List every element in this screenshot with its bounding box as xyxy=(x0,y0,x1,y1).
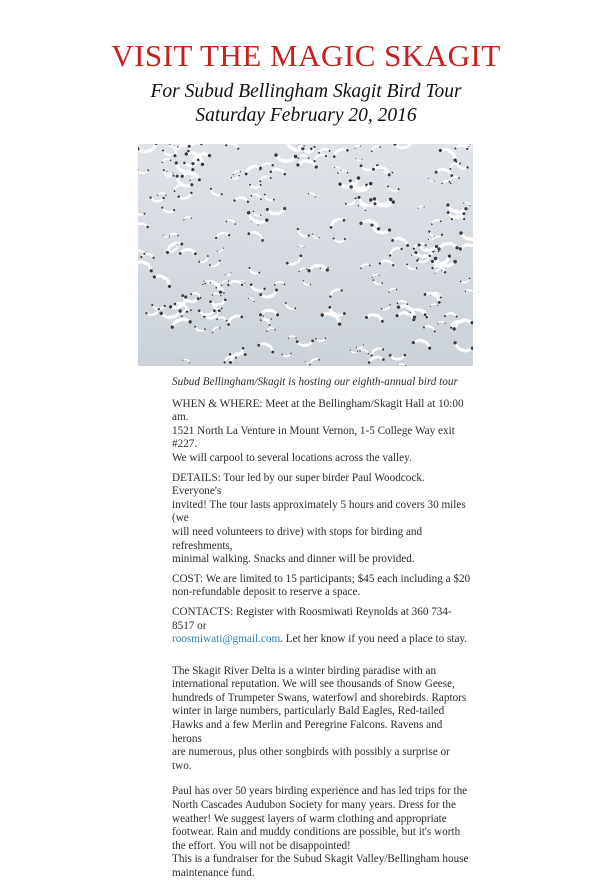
goose-silhouette xyxy=(269,167,287,176)
goose-silhouette xyxy=(359,348,370,355)
goose-silhouette xyxy=(349,349,358,353)
paul-line-2: North Cascades Audubon Society for many years. Dress for the xyxy=(172,799,472,813)
details-line-2: invited! The tour lasts approximately 5 hours and covers 30 miles (we xyxy=(172,499,472,526)
goose-silhouette xyxy=(138,208,146,217)
goose-silhouette xyxy=(252,210,262,218)
goose-silhouette xyxy=(301,280,311,288)
paul-paragraph xyxy=(172,785,472,880)
goose-silhouette xyxy=(463,201,472,206)
cost-line-1: COST: We are limited to 15 participants; $45 each including a $20 xyxy=(172,573,472,587)
paul-line-4: footwear. Rain and muddy conditions are possible, but it's worth xyxy=(172,826,472,840)
goose-silhouette xyxy=(152,271,174,289)
goose-silhouette xyxy=(423,324,437,333)
goose-silhouette xyxy=(369,345,385,357)
goose-silhouette xyxy=(417,243,438,252)
goose-silhouette xyxy=(371,163,392,176)
goose-silhouette xyxy=(298,266,308,272)
goose-silhouette xyxy=(393,144,413,150)
goose-silhouette xyxy=(283,302,296,312)
goose-silhouette xyxy=(281,353,291,358)
goose-silhouette xyxy=(327,286,343,298)
cost-section xyxy=(172,573,472,600)
goose-silhouette xyxy=(359,262,371,269)
goose-silhouette xyxy=(225,312,244,327)
goose-silhouette xyxy=(161,157,172,163)
goose-silhouette xyxy=(232,169,242,175)
paul-line-1: Paul has over 50 years birding experience and has led trips for the xyxy=(172,785,472,799)
goose-silhouette xyxy=(138,169,149,174)
goose-silhouette xyxy=(307,264,329,273)
goose-silhouette xyxy=(190,291,203,299)
goose-silhouette xyxy=(177,191,194,201)
paul-line-7: maintenance fund. xyxy=(172,867,472,881)
goose-silhouette xyxy=(182,358,191,364)
goose-silhouette xyxy=(365,312,385,323)
intro-line: Subud Bellingham/Skagit is hosting our eighth-annual bird tour xyxy=(172,376,472,390)
goose-silhouette xyxy=(331,145,349,158)
goose-silhouette xyxy=(259,309,279,316)
goose-silhouette xyxy=(138,222,149,229)
goose-silhouette xyxy=(397,300,409,305)
paul-line-3: weather! We suggest layers of warm clothing and appropriate xyxy=(172,813,472,827)
goose-silhouette xyxy=(245,210,270,226)
goose-silhouette xyxy=(138,258,155,273)
contacts-line-1: CONTACTS: Register with Roosmiwati Reynolds at 360 734-8517 or xyxy=(172,606,472,633)
goose-silhouette xyxy=(430,218,442,225)
goose-silhouette xyxy=(249,184,262,189)
goose-silhouette xyxy=(274,281,286,286)
goose-silhouette xyxy=(459,231,473,242)
goose-silhouette xyxy=(231,175,241,181)
goose-silhouette xyxy=(391,235,411,247)
contact-email-link[interactable]: roosmiwati@gmail.com xyxy=(172,633,280,645)
goose-silhouette xyxy=(157,192,167,196)
goose-silhouette xyxy=(379,259,395,267)
goose-silhouette xyxy=(327,215,345,229)
goose-silhouette xyxy=(258,161,275,171)
goose-silhouette xyxy=(389,354,406,361)
delta-paragraph xyxy=(172,665,472,774)
goose-silhouette xyxy=(371,273,380,278)
goose-silhouette xyxy=(332,237,345,242)
goose-silhouette xyxy=(209,259,222,268)
goose-silhouette xyxy=(388,287,398,293)
goose-silhouette xyxy=(210,325,220,333)
details-section xyxy=(172,472,472,567)
goose-silhouette xyxy=(225,272,233,277)
goose-silhouette xyxy=(249,283,267,294)
goose-silhouette xyxy=(248,296,256,302)
cost-line-2: non-refundable deposit to reserve a space. xyxy=(172,586,472,600)
goose-silhouette xyxy=(411,337,433,351)
goose-silhouette xyxy=(354,144,362,149)
delta-line-5: Hawks and a few Merlin and Peregrine Falcons. Ravens and herons xyxy=(172,719,472,746)
delta-line-4: winter in large numbers, particularly Bald Eagles, Red-tailed xyxy=(172,705,472,719)
delta-line-1: The Skagit River Delta is a winter birding paradise with an xyxy=(172,665,472,679)
goose-silhouette xyxy=(216,316,228,322)
goose-silhouette xyxy=(387,245,403,258)
goose-silhouette xyxy=(355,158,362,161)
goose-silhouette xyxy=(437,321,445,324)
delta-line-3: hundreds of Trumpeter Swans, waterfowl and shorebirds. Raptors xyxy=(172,692,472,706)
goose-silhouette xyxy=(149,196,165,202)
when-line-3: We will carpool to several locations across the valley. xyxy=(172,452,472,466)
goose-silhouette xyxy=(138,144,160,156)
details-line-3: will need volunteers to drive) with stops for birding and refreshments, xyxy=(172,526,472,553)
paul-line-5: the effort. You will not be disappointed! xyxy=(172,840,472,854)
goose-silhouette xyxy=(198,309,216,316)
bird-flock-image xyxy=(138,144,473,366)
goose-silhouette xyxy=(381,304,392,312)
goose-silhouette xyxy=(233,196,249,203)
goose-silhouette xyxy=(369,223,392,236)
goose-silhouette xyxy=(262,193,275,203)
goose-silhouette xyxy=(296,339,314,347)
goose-silhouette xyxy=(464,289,473,294)
contacts-section xyxy=(172,606,472,647)
goose-silhouette xyxy=(311,233,320,240)
goose-silhouette xyxy=(298,155,310,159)
goose-silhouette xyxy=(444,312,458,318)
goose-silhouette xyxy=(370,144,382,152)
goose-silhouette xyxy=(265,327,275,332)
contacts-line-2 xyxy=(172,633,472,647)
delta-line-6: are numerous, plus other songbirds with possibly a surprise or two. xyxy=(172,746,472,773)
goose-silhouette xyxy=(138,249,146,255)
when-where-section xyxy=(172,398,472,466)
when-line-1: WHEN & WHERE: Meet at the Bellingham/Skagit Hall at 10:00 am. xyxy=(172,398,472,425)
goose-silhouette xyxy=(315,337,326,342)
goose-silhouette xyxy=(405,263,418,271)
paul-line-6: This is a fundraiser for the Subud Skagit Valley/Bellingham house xyxy=(172,853,472,867)
goose-silhouette xyxy=(179,248,197,255)
goose-silhouette xyxy=(308,191,317,198)
goose-silhouette xyxy=(208,187,223,198)
goose-silhouette xyxy=(308,356,320,365)
goose-silhouette xyxy=(247,228,266,242)
goose-silhouette xyxy=(345,197,359,208)
goose-silhouette xyxy=(397,363,406,366)
goose-silhouette xyxy=(417,205,425,209)
page-title: VISIT THE MAGIC SKAGIT xyxy=(0,38,612,74)
goose-silhouette xyxy=(386,185,400,193)
goose-silhouette xyxy=(216,247,225,253)
goose-silhouette xyxy=(225,218,237,225)
goose-silhouette xyxy=(145,308,161,318)
details-line-4: minimal walking. Snacks and dinner will be provided. xyxy=(172,553,472,567)
goose-silhouette xyxy=(266,207,287,216)
goose-silhouette xyxy=(161,169,175,180)
goose-silhouette xyxy=(274,153,298,163)
when-line-2: 1521 North La Venture in Mount Vernon, 1-5 College Way exit #227. xyxy=(172,425,472,452)
goose-silhouette xyxy=(427,230,443,239)
goose-silhouette xyxy=(193,326,206,333)
goose-silhouette xyxy=(250,192,263,200)
goose-silhouette xyxy=(460,277,472,284)
event-date: Saturday February 20, 2016 xyxy=(0,105,612,127)
goose-silhouette xyxy=(453,160,469,172)
event-subtitle: For Subud Bellingham Skagit Bird Tour xyxy=(0,81,612,103)
goose-silhouette xyxy=(458,243,473,253)
goose-silhouette xyxy=(198,255,211,266)
goose-silhouette xyxy=(433,268,442,274)
goose-silhouette xyxy=(159,309,182,320)
goose-silhouette xyxy=(183,216,192,221)
goose-silhouette xyxy=(247,267,260,277)
goose-silhouette xyxy=(367,354,385,364)
goose-silhouette xyxy=(214,231,230,240)
event-description xyxy=(172,376,472,881)
goose-silhouette xyxy=(317,147,330,154)
goose-silhouette xyxy=(257,340,277,354)
contacts-line-2-rest: . Let her know if you need a place to stay. xyxy=(280,633,467,645)
goose-silhouette xyxy=(285,254,304,269)
goose-silhouette xyxy=(427,178,435,183)
goose-silhouette xyxy=(297,245,304,249)
goose-silhouette xyxy=(337,169,348,173)
goose-silhouette xyxy=(359,217,382,231)
goose-silhouette xyxy=(283,144,305,155)
goose-silhouette xyxy=(430,303,438,307)
goose-silhouette xyxy=(452,341,473,355)
details-line-1: DETAILS: Tour led by our super birder Paul Woodcock. Everyone's xyxy=(172,472,472,499)
goose-silhouette xyxy=(334,165,343,171)
goose-silhouette xyxy=(209,298,227,307)
goose-silhouette xyxy=(225,144,241,150)
goose-silhouette xyxy=(140,253,155,259)
goose-silhouette xyxy=(295,228,310,240)
goose-silhouette xyxy=(160,206,175,214)
goose-silhouette xyxy=(437,242,459,251)
goose-silhouette xyxy=(227,280,243,286)
goose-silhouette xyxy=(260,317,272,326)
goose-silhouette xyxy=(168,232,179,237)
goose-silhouette xyxy=(447,175,460,183)
delta-line-2: international reputation. We will see thousands of Snow Geese, xyxy=(172,678,472,692)
goose-silhouette xyxy=(288,336,297,339)
bird-flock-photo xyxy=(138,144,473,366)
goose-silhouette xyxy=(258,174,272,182)
goose-silhouette xyxy=(371,279,383,286)
